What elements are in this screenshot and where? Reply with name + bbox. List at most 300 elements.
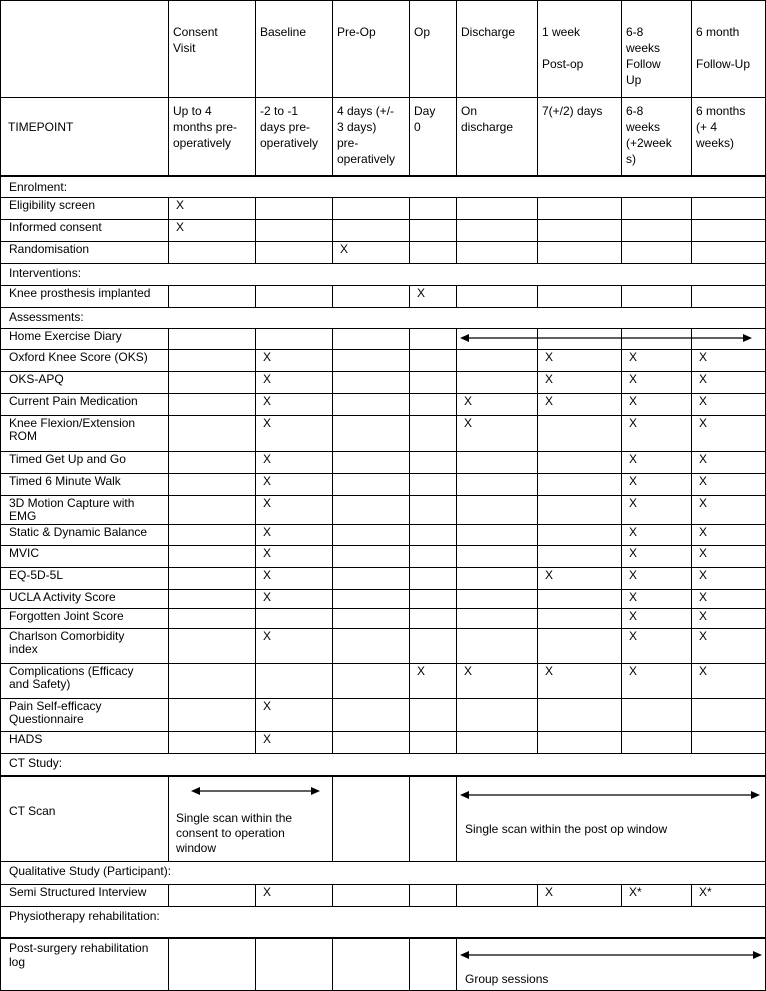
column-divider	[168, 393, 169, 415]
column-divider	[168, 589, 169, 608]
column-divider	[691, 241, 692, 263]
mark-consent-5	[456, 219, 537, 241]
mark-diary-3	[332, 328, 409, 349]
row-divider	[0, 906, 766, 907]
column-divider	[409, 97, 410, 175]
mark-oks-apq-5	[456, 371, 537, 393]
mark-mvic-5	[456, 545, 537, 567]
column-divider	[168, 495, 169, 524]
mark-consent-2	[255, 219, 332, 241]
row-divider	[0, 524, 766, 525]
mark-tug-7: X	[629, 452, 638, 466]
row-divider	[0, 0, 766, 1]
column-divider	[537, 495, 538, 524]
mark-charlson-8: X	[699, 629, 708, 643]
mark-oks-4	[409, 349, 456, 371]
mark-randomisation-6	[537, 241, 621, 263]
mark-pain-med-2: X	[263, 394, 272, 408]
column-divider	[409, 197, 410, 219]
column-divider	[537, 371, 538, 393]
column-divider	[168, 473, 169, 495]
mark-rom-8: X	[699, 416, 708, 430]
mark-oks-apq-4	[409, 371, 456, 393]
column-divider	[409, 628, 410, 663]
mark-consent-3	[332, 219, 409, 241]
column-divider	[168, 663, 169, 698]
mark-eligibility-1: X	[176, 198, 185, 212]
column-divider	[456, 698, 457, 731]
column-divider	[168, 241, 169, 263]
row-label-oks-apq: OKS-APQ	[9, 372, 64, 386]
mark-rom-4	[409, 415, 456, 451]
mark-ucla-2: X	[263, 590, 272, 604]
column-divider	[168, 731, 169, 753]
mark-hads-7	[621, 731, 691, 753]
row-divider	[0, 861, 766, 862]
column-divider	[691, 285, 692, 307]
mark-hads-3	[332, 731, 409, 753]
column-divider	[168, 219, 169, 241]
mark-walk-4	[409, 473, 456, 495]
section-header-interventions: Interventions:	[9, 266, 82, 280]
column-divider	[691, 371, 692, 393]
mark-hads-2: X	[263, 732, 272, 746]
column-divider	[537, 567, 538, 589]
column-divider	[332, 663, 333, 698]
column-divider	[409, 328, 410, 349]
timepoint-8: 6 months (+ 4 weeks)	[696, 104, 746, 150]
timepoint-1: Up to 4 months pre- operatively	[173, 104, 238, 150]
mark-psq-6	[537, 698, 621, 731]
timepoint-2: -2 to -1 days pre- operatively	[260, 104, 319, 150]
column-divider	[456, 415, 457, 451]
mark-ucla-3	[332, 589, 409, 608]
column-divider	[456, 473, 457, 495]
mark-eq5d-4	[409, 567, 456, 589]
row-divider	[0, 415, 766, 416]
column-divider	[691, 415, 692, 451]
column-divider	[168, 285, 169, 307]
mark-eq5d-7: X	[629, 568, 638, 582]
row-divider	[0, 775, 766, 777]
row-divider	[0, 328, 766, 329]
mark-walk-7: X	[629, 474, 638, 488]
mark-walk-3	[332, 473, 409, 495]
mark-hads-5	[456, 731, 537, 753]
mark-mvic-2: X	[263, 546, 272, 560]
column-divider	[409, 0, 410, 97]
mark-eq5d-6: X	[545, 568, 554, 582]
mark-mvic-4	[409, 545, 456, 567]
column-divider	[537, 628, 538, 663]
row-divider	[0, 495, 766, 496]
mark-ucla-8: X	[699, 590, 708, 604]
column-divider	[168, 698, 169, 731]
mark-eligibility-5	[456, 197, 537, 219]
mark-oks-5	[456, 349, 537, 371]
column-divider	[168, 349, 169, 371]
column-divider	[456, 197, 457, 219]
column-divider	[537, 698, 538, 731]
mark-tug-3	[332, 451, 409, 473]
column-divider	[255, 241, 256, 263]
column-divider	[537, 241, 538, 263]
mark-consent-1: X	[176, 220, 185, 234]
timepoint-5: On discharge	[461, 104, 514, 134]
mark-charlson-7: X	[629, 629, 638, 643]
mark-tug-5	[456, 451, 537, 473]
mark-randomisation-1	[168, 241, 255, 263]
mark-interview-7: X*	[629, 885, 642, 899]
row-divider	[0, 285, 766, 286]
column-divider	[691, 628, 692, 663]
mark-balance-4	[409, 524, 456, 545]
column-divider	[537, 589, 538, 608]
row-divider	[0, 473, 766, 474]
mark-eq5d-1	[168, 567, 255, 589]
mark-consent-8	[691, 219, 766, 241]
column-divider	[691, 451, 692, 473]
mark-complications-8: X	[699, 664, 708, 678]
column-divider	[168, 939, 169, 991]
row-divider	[0, 371, 766, 372]
mark-consent-4	[409, 219, 456, 241]
column-divider	[409, 663, 410, 698]
column-divider	[409, 884, 410, 906]
column-header-6-month-follow-up: 6 month Follow-Up	[696, 25, 751, 71]
mark-walk-5	[456, 473, 537, 495]
column-header-baseline: Baseline	[260, 25, 307, 39]
column-divider	[537, 415, 538, 451]
column-divider	[621, 451, 622, 473]
column-divider	[255, 939, 256, 991]
column-divider	[255, 97, 256, 175]
mark-pain-med-8: X	[699, 394, 708, 408]
column-divider	[456, 219, 457, 241]
mark-balance-6	[537, 524, 621, 545]
mark-walk-8: X	[699, 474, 708, 488]
column-divider	[691, 393, 692, 415]
ct-post-op-window-note: Single scan within the post op window	[465, 822, 668, 836]
column-divider	[332, 777, 333, 861]
column-divider	[332, 473, 333, 495]
mark-hads-6	[537, 731, 621, 753]
mark-tug-6	[537, 451, 621, 473]
header-corner-cell	[0, 0, 168, 97]
mark-eligibility-3	[332, 197, 409, 219]
row-label-rom: Knee Flexion/Extension ROM	[9, 416, 136, 443]
column-divider	[255, 393, 256, 415]
column-divider	[691, 884, 692, 906]
mark-knee-prosthesis-2	[255, 285, 332, 307]
mark-interview-2: X	[263, 885, 272, 899]
column-divider	[409, 473, 410, 495]
column-divider	[691, 731, 692, 753]
mark-knee-prosthesis-3	[332, 285, 409, 307]
column-divider	[621, 524, 622, 545]
mark-interview-6: X	[545, 885, 554, 899]
section-header-assessments: Assessments:	[9, 310, 84, 324]
column-divider	[621, 0, 622, 97]
mark-randomisation-8	[691, 241, 766, 263]
mark-interview-1	[168, 884, 255, 906]
column-divider	[255, 663, 256, 698]
column-divider	[456, 884, 457, 906]
column-divider	[332, 939, 333, 991]
mark-charlson-4	[409, 628, 456, 663]
mark-eq5d-2: X	[263, 568, 272, 582]
mark-complications-5: X	[464, 664, 473, 678]
mark-fjs-5	[456, 608, 537, 628]
mark-ucla-5	[456, 589, 537, 608]
mark-eligibility-4	[409, 197, 456, 219]
column-divider	[332, 0, 333, 97]
row-divider	[0, 628, 766, 629]
row-divider	[0, 219, 766, 220]
mark-balance-3	[332, 524, 409, 545]
row-label-pain-med: Current Pain Medication	[9, 394, 138, 408]
mark-oks-apq-7: X	[629, 372, 638, 386]
column-divider	[255, 567, 256, 589]
column-divider	[456, 241, 457, 263]
column-divider	[456, 567, 457, 589]
row-label-tug: Timed Get Up and Go	[9, 452, 126, 466]
mark-knee-prosthesis-6	[537, 285, 621, 307]
mark-charlson-1	[168, 628, 255, 663]
column-divider	[537, 197, 538, 219]
column-divider	[621, 219, 622, 241]
column-divider	[456, 663, 457, 698]
column-divider	[456, 589, 457, 608]
mark-oks-apq-8: X	[699, 372, 708, 386]
column-divider	[691, 663, 692, 698]
row-divider	[0, 698, 766, 699]
column-divider	[537, 884, 538, 906]
column-divider	[409, 608, 410, 628]
column-divider	[456, 0, 457, 97]
mark-psq-7	[621, 698, 691, 731]
row-label-rehabilitation-log: Post-surgery rehabilitation log	[9, 941, 149, 969]
mark-eligibility-8	[691, 197, 766, 219]
mark-knee-prosthesis-8	[691, 285, 766, 307]
mark-pain-med-4	[409, 393, 456, 415]
column-divider	[255, 285, 256, 307]
row-label-complications: Complications (Efficacy and Safety)	[9, 664, 134, 691]
timepoint-7: 6-8 weeks (+2week s)	[626, 104, 672, 166]
mark-psq-8	[691, 698, 766, 731]
mark-oks-2: X	[263, 350, 272, 364]
column-divider	[255, 349, 256, 371]
column-divider	[409, 698, 410, 731]
mark-eq5d-5	[456, 567, 537, 589]
row-divider	[0, 241, 766, 242]
column-divider	[409, 415, 410, 451]
row-divider	[0, 197, 766, 198]
row-divider	[0, 731, 766, 732]
row-label-charlson: Charlson Comorbidity index	[9, 629, 125, 656]
column-divider	[456, 393, 457, 415]
section-header-physio: Physiotherapy rehabilitation:	[9, 909, 160, 923]
column-divider	[691, 545, 692, 567]
column-divider	[691, 495, 692, 524]
column-divider	[409, 241, 410, 263]
mark-tug-2: X	[263, 452, 272, 466]
column-divider	[409, 285, 410, 307]
timepoint-label: TIMEPOINT	[8, 120, 74, 134]
column-divider	[537, 473, 538, 495]
column-divider	[456, 731, 457, 753]
mark-oks-3	[332, 349, 409, 371]
column-divider	[332, 219, 333, 241]
column-divider	[691, 567, 692, 589]
timepoint-4: Day 0	[414, 104, 436, 134]
column-divider	[456, 545, 457, 567]
column-divider	[255, 473, 256, 495]
mark-pain-med-1	[168, 393, 255, 415]
row-divider	[0, 307, 766, 308]
column-divider	[332, 628, 333, 663]
mark-psq-2: X	[263, 699, 272, 713]
mark-rom-1	[168, 415, 255, 451]
column-divider	[255, 219, 256, 241]
row-label-oks: Oxford Knee Score (OKS)	[9, 350, 148, 364]
row-divider	[0, 349, 766, 350]
mark-complications-3	[332, 663, 409, 698]
column-divider	[409, 589, 410, 608]
mark-balance-2: X	[263, 525, 272, 539]
mark-randomisation-5	[456, 241, 537, 263]
mark-charlson-3	[332, 628, 409, 663]
column-divider	[332, 415, 333, 451]
row-divider	[0, 175, 766, 177]
column-divider	[537, 545, 538, 567]
column-divider	[621, 731, 622, 753]
mark-knee-prosthesis-7	[621, 285, 691, 307]
ct-pre-op-window-arrow	[191, 785, 320, 797]
column-divider	[691, 698, 692, 731]
column-divider	[168, 608, 169, 628]
mark-oks-7: X	[629, 350, 638, 364]
column-divider	[168, 0, 169, 97]
mark-consent-7	[621, 219, 691, 241]
column-divider	[456, 524, 457, 545]
column-divider	[332, 524, 333, 545]
column-divider	[168, 97, 169, 175]
column-divider	[255, 495, 256, 524]
row-divider	[0, 753, 766, 754]
column-divider	[409, 451, 410, 473]
mark-motion-3	[332, 495, 409, 524]
mark-oks-6: X	[545, 350, 554, 364]
mark-motion-5	[456, 495, 537, 524]
column-divider	[255, 0, 256, 97]
column-divider	[168, 415, 169, 451]
mark-diary-2	[255, 328, 332, 349]
column-divider	[332, 731, 333, 753]
mark-ucla-7: X	[629, 590, 638, 604]
column-divider	[255, 589, 256, 608]
column-divider	[621, 545, 622, 567]
row-label-balance: Static & Dynamic Balance	[9, 525, 148, 539]
row-label-ucla: UCLA Activity Score	[9, 590, 116, 604]
mark-psq-3	[332, 698, 409, 731]
column-divider	[168, 371, 169, 393]
mark-psq-5	[456, 698, 537, 731]
column-divider	[691, 524, 692, 545]
row-label-knee-prosthesis: Knee prosthesis implanted	[9, 286, 151, 300]
column-divider	[537, 608, 538, 628]
mark-complications-4: X	[417, 664, 426, 678]
column-divider	[409, 495, 410, 524]
mark-fjs-4	[409, 608, 456, 628]
mark-fjs-3	[332, 608, 409, 628]
row-divider	[0, 663, 766, 664]
column-divider	[332, 97, 333, 175]
column-divider	[168, 567, 169, 589]
column-divider	[0, 0, 1, 991]
mark-motion-2: X	[263, 496, 272, 510]
column-divider	[537, 731, 538, 753]
column-header-consent-visit: Consent Visit	[173, 25, 218, 55]
mark-hads-8	[691, 731, 766, 753]
mark-knee-prosthesis-1	[168, 285, 255, 307]
mark-randomisation-3: X	[340, 242, 349, 256]
column-divider	[409, 349, 410, 371]
mark-psq-4	[409, 698, 456, 731]
mark-pain-med-5: X	[464, 394, 473, 408]
row-divider	[0, 263, 766, 264]
ct-pre-op-window-note: Single scan within the consent to operation window	[176, 811, 293, 855]
column-divider	[255, 628, 256, 663]
mark-tug-4	[409, 451, 456, 473]
column-divider	[621, 495, 622, 524]
mark-diary-1	[168, 328, 255, 349]
column-divider	[621, 884, 622, 906]
row-label-consent: Informed consent	[9, 220, 102, 234]
column-divider	[537, 285, 538, 307]
column-divider	[332, 349, 333, 371]
column-divider	[168, 328, 169, 349]
mark-psq-1	[168, 698, 255, 731]
column-divider	[409, 939, 410, 991]
mark-tug-1	[168, 451, 255, 473]
column-divider	[456, 495, 457, 524]
column-divider	[255, 371, 256, 393]
mark-interview-4	[409, 884, 456, 906]
column-divider	[537, 97, 538, 175]
mark-oks-apq-3	[332, 371, 409, 393]
column-divider	[621, 608, 622, 628]
column-divider	[332, 698, 333, 731]
column-divider	[537, 524, 538, 545]
column-divider	[456, 285, 457, 307]
timepoint-3: 4 days (+/- 3 days) pre- operatively	[337, 104, 396, 166]
mark-randomisation-2	[255, 241, 332, 263]
column-divider	[621, 473, 622, 495]
column-header-1-week-post-op: 1 week Post-op	[542, 25, 584, 71]
mark-balance-1	[168, 524, 255, 545]
row-divider	[0, 937, 766, 939]
column-divider	[691, 608, 692, 628]
column-divider	[409, 393, 410, 415]
column-divider	[255, 197, 256, 219]
row-divider	[0, 567, 766, 568]
mark-oks-1	[168, 349, 255, 371]
row-divider	[0, 884, 766, 885]
mark-pain-med-7: X	[629, 394, 638, 408]
column-divider	[621, 698, 622, 731]
column-header-op: Op	[414, 25, 431, 39]
